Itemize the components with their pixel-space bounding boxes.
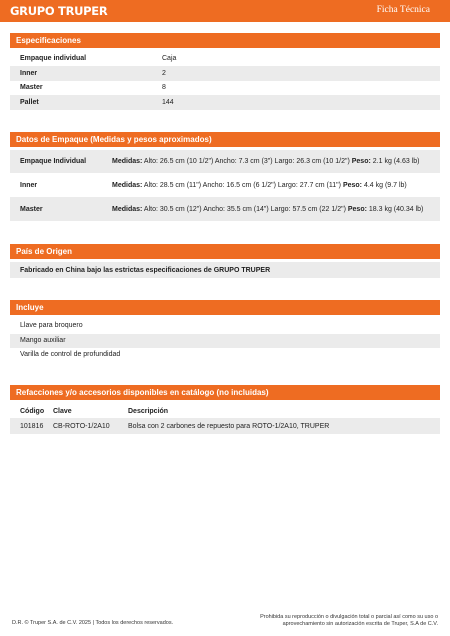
table-row [10,173,440,197]
cell-clave: CB-ROTO-1/2A10 [53,422,110,430]
table-row [10,81,440,96]
row-value: Medidas: Alto: 30.5 cm (12") Ancho: 35.5 cm (14") Largo: 57.5 cm (22 1/2") Peso: 18.3 kg (40.34 lb) [112,205,424,213]
col-header-clave: Clave [53,407,72,415]
col-header-codigo: Código [20,407,45,415]
col-header-descripcion: Descripción [128,407,169,415]
table-row [10,51,440,66]
refacciones-header: Refacciones y/o accesorios disponibles en catálogo (no incluidas) [10,385,440,400]
footer-copyright: D.R. © Truper S.A. de C.V. 2025 | Todos los derechos reservados. [12,620,174,626]
footer-disclaimer: Prohibida su reproducción o divulgación total o parcial así como su uso o aprovechamiento sin autorización escrita de Truper, S.A de C.V. [260,614,438,627]
list-item: Mango auxiliar [10,334,440,349]
table-row [10,262,440,278]
row-label: Master [20,84,43,92]
row-label: Empaque individual [20,55,87,62]
especificaciones-header: Especificaciones [10,33,440,48]
empaque-table [10,150,440,221]
row-label: Inner [20,181,38,189]
cell-codigo: 101816 [20,422,44,430]
row-value: Medidas: Alto: 28.5 cm (11") Ancho: 16.5 cm (6 1/2") Largo: 27.7 cm (11") Peso: 4.4 kg (9.7 lb) [112,181,407,189]
table-row [10,66,440,81]
row-label: Inner [20,69,38,77]
row-value: Medidas: Alto: 26.5 cm (10 1/2") Ancho: 7.3 cm (3") Largo: 26.3 cm (10 1/2") Peso: 2.1 kg (4.63 lb) [112,158,420,165]
list-item: Varilla de control de profundidad [20,351,121,358]
table-row [10,418,440,434]
refacciones-table [10,404,440,434]
row-label: Empaque Individual [20,158,87,165]
cell-descripcion: Bolsa con 2 carbones de repuesto para ROTO-1/2A10, TRUPER [128,422,330,430]
list-item: Llave para broquero [20,322,83,329]
especificaciones-table [10,51,440,110]
row-value: 2 [162,69,166,77]
origen-header: País de Origen [10,244,440,259]
top-bar [0,0,450,22]
empaque-header: Datos de Empaque (Medidas y pesos aproximados) [10,132,440,147]
truper-logo: GRUPO TRUPER [10,4,108,18]
row-label: Pallet [20,98,39,106]
document-type: Ficha Técnica [376,5,430,15]
table-row [10,197,440,221]
incluye-list [10,319,440,363]
table-row [10,95,440,110]
row-label: Master [20,205,43,213]
row-value: 144 [162,98,174,106]
row-value: Caja [162,55,177,62]
origen-table [10,262,440,278]
incluye-header: Incluye [10,300,440,315]
origen-text: Fabricado en China bajo las estrictas especificaciones de GRUPO TRUPER [20,266,271,274]
row-value: 8 [162,84,166,92]
table-row [10,150,440,173]
table-header-row [10,404,440,418]
